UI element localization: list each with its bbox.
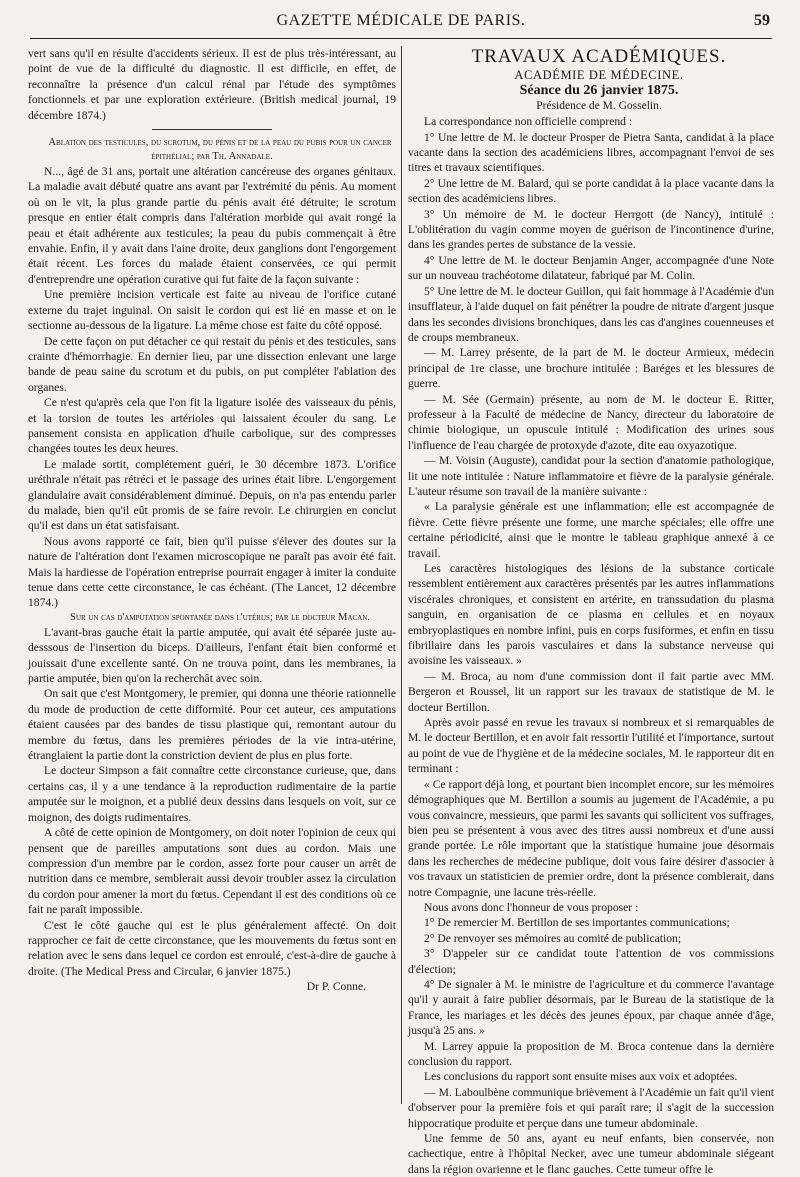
author-signature: Dr P. Conne.: [306, 980, 366, 994]
paragraph: Une femme de 50 ans, ayant eu neuf enfants, bien conservée, non cachectique, entre à l'hôpital Necker, avec une tumeur abdominale siégeant dans la région ovarienne et le flanc gauches. Cette tumeur offre le: [408, 1132, 774, 1176]
section-divider: [152, 129, 272, 130]
paragraph: La correspondance non officielle comprend :: [424, 115, 633, 129]
paragraph: 2° De renvoyer ses mémoires au comité de publication;: [424, 931, 682, 945]
paragraph: Les caractères histologiques des lésions de la substance corticale ressemblent entièrement aux caractères présentés par les autres inflammations viscérales chroniques, et consistent en artérite, en transsudation du plasma sanguin, en organisation de ce plasma en cellules et en noyaux embryoplastiques en nombre infini, puis en corps fusiformes, et enfin en tissu fibrillaire dans les parois vasculaires et dans la substance nerveuse qui avoisine les vaisseaux. »: [408, 562, 774, 668]
paragraph: 4° Une lettre de M. le docteur Benjamin Anger, accompagnée d'une Note sur un nouveau trachéotome dilatateur, fabriqué par M. Colin.: [408, 253, 774, 283]
paragraph: « Ce rapport déjà long, et pourtant bien incomplet encore, sur les mémoires démographiques que M. Bertillon a soumis au jugement de l'Académie, a pu vous convaincre, messieurs, que parmi les savants qui sollicitent vos suffrages, bien peu se présentent à vous avec des titres aussi nombreux et d'une aussi grande portée. Le rôle important que la statistique humaine joue désormais dans les recherches de médecine publique, doit vous faire désirer d'associer à vos travaux un statisticien de premier ordre, dont la présence comblerait, dans notre Compagnie, une lacune très-réelle.: [408, 777, 774, 899]
page-header: [30, 10, 772, 39]
presidency: Présidence de M. Gosselin.: [536, 99, 662, 112]
paragraph: Nous avons donc l'honneur de vous proposer :: [424, 900, 639, 914]
paragraph: — M. Laboulbène communique brièvement à l'Académie un fait qu'il vient d'observer pour la première fois et qui paraît rare; il s'agit de la succession hippocratique produite et perçue dans une tumeur abdominale.: [408, 1085, 774, 1130]
journal-title: GAZETTE MÉDICALE DE PARIS.: [276, 12, 526, 29]
paragraph: L'avant-bras gauche était la partie amputée, qui avait été séparée juste au-desssous de l'insertion du biceps. D'ailleurs, l'enfant était bien conformé et jouissait d'une excellente santé. On ne trouva point, dans les membranes, la partie amputée, bien qu'on la recherchât avec soin.: [28, 625, 396, 686]
paragraph: — M. Broca, au nom d'une commission dont il fait partie avec MM. Bergeron et Roussel, lit un rapport sur les travaux de statistique de M. le docteur Bertillon.: [408, 669, 774, 714]
paragraph: Ce n'est qu'après cela que l'on fit la ligature isolée des vaisseaux du pénis, et la torsion de toutes les artérioles qui laissaient écouler du sang. Le pansement consista en application d'huile carbolique, sur des compresses changées toutes les deux heures.: [28, 396, 396, 456]
paragraph: N..., âgé de 31 ans, portait une altération cancéreuse des organes génitaux. La maladie avait débuté quatre ans avant par l'extrémité du pénis. Au moment où on le vit, la plus grande partie du pénis avait été détruite; le scrotum presque en entier était compris dans l'altération morbide qui avait rongé la peau et était adhérente aux testicules; la peau du pubis commençait à être envahie. Enfin, il y avait dans l'aine droite, deux ganglions dont l'engorgement était récent. Les forces du malade étaient conservées, ce qui permit d'entreprendre une opération curative qui fut faite de la façon suivante :: [28, 165, 396, 286]
session-date: Séance du 26 janvier 1875.: [519, 83, 679, 99]
paragraph: Le docteur Simpson a fait connaître cette circonstance curieuse, que, dans certains cas, il y a une tendance à la reproduction rudimentaire de la partie amputée sur le moignon, et a publié deux dessins dans lesquels on voit, sur ce moignon, des doigts rudimentaires.: [28, 764, 396, 824]
paragraph: « La paralysie générale est une inflammation; elle est accompagnée de fièvre. Cette fièvre présente une forme, une marche spéciales; elle offre une certaine périodicité, ainsi que le montre le tableau graphique annexé à ce travail.: [408, 500, 774, 560]
paragraph: 2° Une lettre de M. Balard, qui se porte candidat à la place vacante dans la section des académiciens libres.: [408, 176, 774, 206]
section-title: Sur un cas d'amputation spontanée dans l'utérus; par le docteur Macan.: [70, 611, 370, 623]
paragraph: Une première incision verticale est faite au niveau de l'orifice cutané externe du trajet inguinal. On saisit le cordon qui est lié en masse et on le sectionne au-dessous de la ligature. La même chose est faite du côté opposé.: [28, 288, 396, 333]
section-title: Ablation des testicules, du scrotum, du pénis et de la peau du pubis pour un cancer épithélial; par Th. Annadale.: [48, 137, 392, 163]
paragraph: — M. Voisin (Auguste), candidat pour la section d'anatomie pathologique, lit une note intitulée : Nature inflammatoire et fièvre de la paralysie générale. L'auteur résume son travail de la manière suivante :: [408, 454, 774, 498]
paragraph: M. Larrey appuie la proposition de M. Broca contenue dans la dernière conclusion du rapport.: [408, 1039, 774, 1068]
paragraph: C'est le côté gauche qui est le plus généralement affecté. On doit rapprocher ce fait de cette circonstance, que les mouvements du fœtus sont en relation avec le sens dans lequel ce cordon est enroulé, c'est-à-dire de gauche à droite. (The Medical Press and Circular, 6 janvier 1875.): [28, 918, 396, 978]
left-column: [28, 46, 396, 1106]
paragraph: 1° De remercier M. Bertillon de ses importantes communications;: [424, 916, 730, 930]
right-column: [408, 46, 774, 1176]
paragraph: 5° Une lettre de M. le docteur Guillon, qui fait hommage à l'Académie d'un insufflateur, à l'aide duquel on fait pénétrer la poudre de nitrate d'argent jusque dans les secondes divisions bronchiques, dans les cas d'angines couenneuses et de croups membraneux.: [408, 284, 774, 344]
paragraph: Nous avons rapporté ce fait, bien qu'il puisse s'élever des doutes sur la nature de l'altération dont l'examen microscopique ne paraît pas avoir été fait. Mais la hardiesse de l'opération entreprise pourrait engager à imiter la conduite tenue dans cette cette circonstance, le cas échéant. (The Lancet, 12 décembre 1874.): [28, 534, 396, 610]
paragraph: A côté de cette opinion de Montgomery, on doit noter l'opinion de ceux qui pensent que de pareilles amputations sont dues au cordon. Mais une compression d'un membre par le cordon, assez forte pour causer un arrêt de nutrition dans ce membre, semblerait aussi devoir troubler assez la circulation du cordon pour amener la mort du fœtus. Cependant il est des conditions où ce fait ne paraît impossible.: [28, 826, 396, 917]
section-heading: TRAVAUX ACADÉMIQUES.: [471, 46, 727, 67]
paragraph: 3° Un mémoire de M. le docteur Herrgott (de Nancy), intitulé : L'oblitération du vagin comme moyen de guérison de l'incontinence d'urine, dans les grandes pertes de substance de la vessie.: [408, 207, 774, 252]
paragraph: Les conclusions du rapport sont ensuite mises aux voix et adoptées.: [424, 1070, 738, 1084]
paragraph: — M. Sée (Germain) présente, au nom de M. le docteur E. Ritter, professeur à la Faculté de médecine de Nancy, directeur du laboratoire de chimie biologique, un opuscule intitulé : Modification des urines sous l'influence de l'eau chargée de protoxyde d'azote, dite eau oxyazotique.: [408, 392, 774, 452]
paragraph: 4° De signaler à M. le ministre de l'agriculture et du commerce l'avantage qu'il y aurait à faire publier désormais, par le Bureau de la statistique de la France, les mariages et les décès des jeunes époux, par chaque année d'âge, jusqu'à 25 ans. »: [408, 977, 774, 1038]
paragraph: Après avoir passé en revue les travaux si nombreux et si remarquables de M. le docteur Bertillon, et en avoir fait ressortir l'utilité et l'importance, surtout au point de vue de l'hygiène et de la médecine sociales, M. le rapporteur dit en terminant :: [408, 716, 774, 776]
paragraph: Le malade sortit, complétement guéri, le 30 décembre 1873. L'orifice uréthrale n'était pas rétréci et le passage des urines était libre. L'engorgement glandulaire avait considérablement diminué. Depuis, on n'a pas entendu parler du malade, bien qu'il eût promis de se faire revoir. Le chirurgien en conclut qu'il est dans un état satisfaisant.: [28, 457, 396, 533]
paragraph: On sait que c'est Montgomery, le premier, qui donna une théorie rationnelle du mode de production de cette difformité. Pour cet auteur, ces amputations étaient causées par des bandes de tissu plastique qui, remontant autour du membre du fœtus, dans les premières périodes de la vie intra-utérine, étranglaient la partie dont la constriction devient de plus en plus forte.: [28, 687, 396, 763]
column-divider: [401, 46, 402, 1104]
paragraph: De cette façon on put détacher ce qui restait du pénis et des testicules, sans crainte d'hémorrhagie. En dernier lieu, par une dissection enlevant une large bande de peau saine du scrotum et du pubis, on put compléter l'ablation des organes.: [28, 334, 396, 394]
paragraph: — M. Larrey présente, de la part de M. le docteur Armieux, médecin principal de 1re classe, une brochure intitulée : Baréges et les blessures de guerre.: [408, 346, 774, 391]
paragraph: 1° Une lettre de M. le docteur Prosper de Pietra Santa, candidat à la place vacante dans la section des académiciens libres, accompagnant l'envoi de ses titres et travaux scientifiques.: [408, 130, 774, 175]
page-number: 59: [754, 12, 770, 29]
academy-heading: ACADÉMIE DE MÉDECINE.: [514, 68, 684, 82]
paragraph: vert sans qu'il en résulte d'accidents sérieux. Il est de plus très-intéressant, au point de vue de la difficulté du diagnostic. Il est difficile, en effet, de reconnaître la présence d'un calcul rénal par l'étude des symptômes fonctionnels et par une exploration extérieure. (British medical journal, 19 décembre 1874.): [28, 47, 396, 122]
paragraph: 3° D'appeler sur ce candidat toute l'attention de vos commissions d'élection;: [408, 947, 774, 976]
